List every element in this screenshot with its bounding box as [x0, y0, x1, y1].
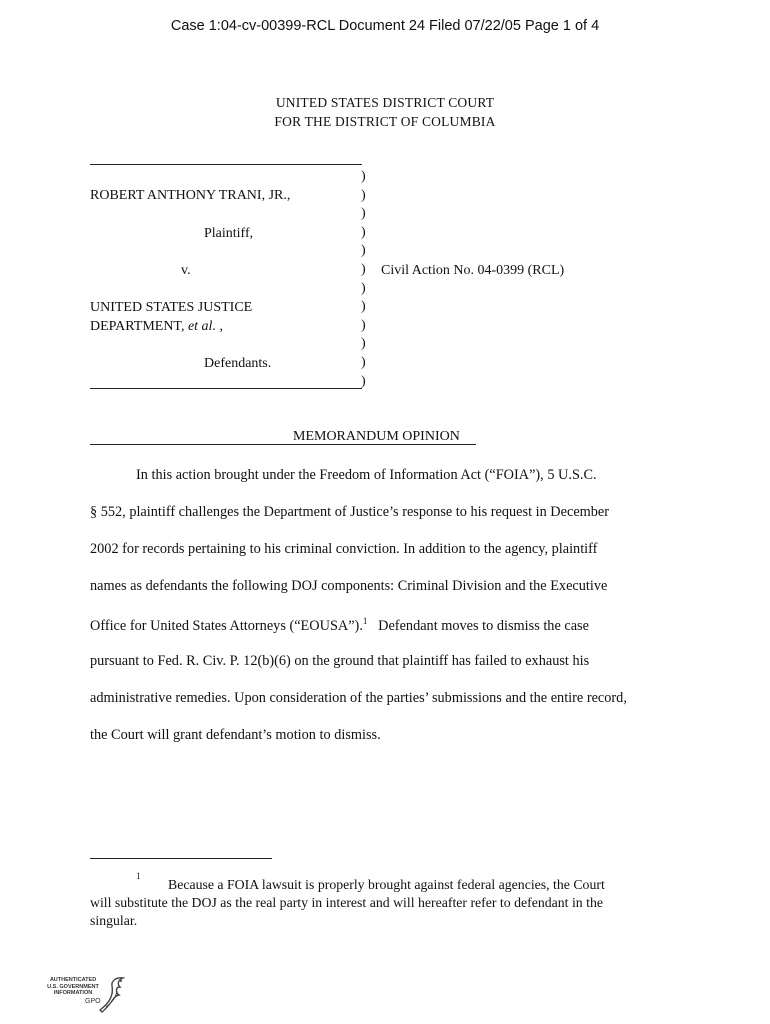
civil-action-number: Civil Action No. 04-0399 (RCL) — [381, 263, 565, 278]
paren: ) — [361, 280, 366, 296]
body-line: 2002 for records pertaining to his criminal conviction. In addition to the agency, plaintiff — [90, 541, 598, 557]
paren: ) — [361, 243, 366, 259]
paren: ) — [361, 299, 366, 315]
paren: ) — [361, 354, 366, 370]
gpo-logo-line: INFORMATION — [53, 990, 93, 997]
paren: ) — [361, 261, 366, 277]
paren: ) — [361, 336, 366, 352]
defendant-name-line2: DEPARTMENT, et al. , — [90, 319, 223, 334]
case-header: Case 1:04-cv-00399-RCL Document 24 Filed 07/22/05 Page 1 of 4 — [170, 18, 600, 34]
plaintiff-role: Plaintiff, — [204, 226, 254, 241]
gpo-logo-line: AUTHENTICATED — [49, 977, 97, 983]
paren: ) — [361, 169, 366, 184]
footnote-line: Because a FOIA lawsuit is properly brought against federal agencies, the Court — [168, 877, 605, 892]
body-line: § 552, plaintiff challenges the Department of Justice’s response to his request in December — [90, 504, 610, 520]
gpo-logo-line: U.S. GOVERNMENT — [47, 983, 99, 990]
body-line: administrative remedies. Upon consideration of the parties’ submissions and the entire record, — [90, 690, 627, 706]
footnote-separator — [90, 858, 272, 859]
defendant-name-line1: UNITED STATES JUSTICE — [90, 300, 253, 315]
versus-label: v. — [181, 263, 191, 278]
body-line: the Court will grant defendant’s motion to dismiss. — [90, 727, 381, 743]
plaintiff-name: ROBERT ANTHONY TRANI, JR., — [90, 188, 291, 203]
footnote-line: will substitute the DOJ as the real party in interest and will hereafter refer to defendant in the — [90, 895, 603, 910]
footnote-number: 1 — [136, 871, 141, 881]
paren: ) — [361, 224, 366, 240]
defendant-role: Defendants. — [204, 356, 272, 371]
paren: ) — [361, 206, 366, 222]
paren: ) — [361, 373, 366, 389]
caption-top-rule — [90, 164, 362, 165]
body-line: names as defendants the following DOJ components: Criminal Division and the Executive — [90, 578, 608, 594]
court-name-line1: UNITED STATES DISTRICT COURT — [275, 95, 495, 110]
document-title: MEMORANDUM OPINION — [293, 429, 460, 444]
court-name-line2: FOR THE DISTRICT OF COLUMBIA — [274, 114, 496, 129]
caption-parenthesis-column — [361, 168, 371, 391]
gpo-logo-mark: GPO — [85, 998, 101, 1005]
body-line: In this action brought under the Freedom of Information Act (“FOIA”), 5 U.S.C. — [136, 467, 597, 483]
paren: ) — [361, 317, 366, 333]
body-line: pursuant to Fed. R. Civ. P. 12(b)(6) on the ground that plaintiff has failed to exhaust his — [90, 653, 590, 669]
caption-bottom-rule — [90, 388, 362, 389]
eagle-icon — [96, 974, 130, 1016]
gpo-authentication-logo — [40, 974, 132, 1016]
paren: ) — [361, 187, 366, 203]
footnote-reference: 1 — [362, 616, 368, 626]
body-line: Office for United States Attorneys (“EOUSA”).$^1$ Defendant moves to dismiss the case — [90, 616, 589, 634]
footnote-line: singular. — [90, 913, 138, 928]
